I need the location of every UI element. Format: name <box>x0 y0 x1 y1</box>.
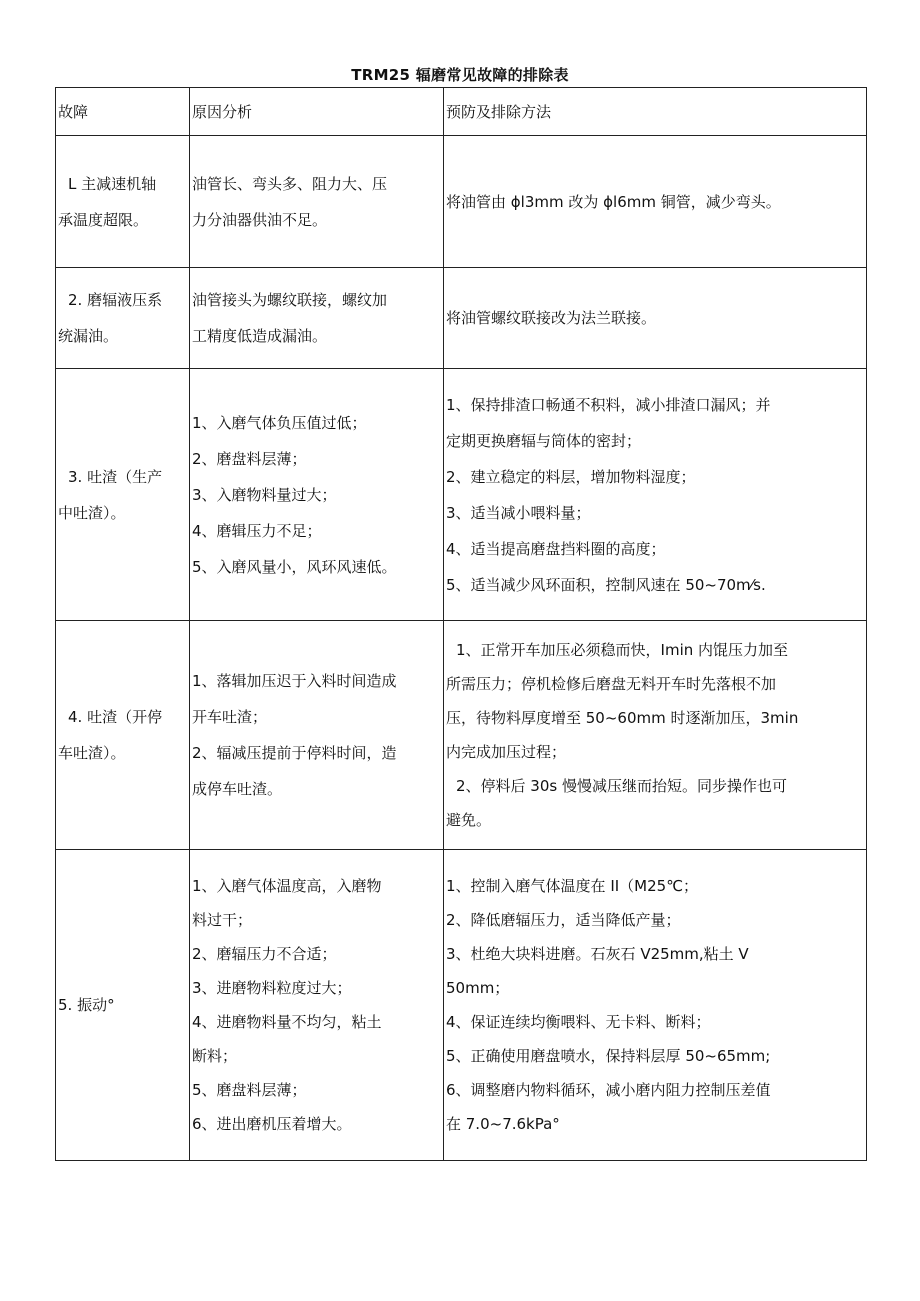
remedy-cell <box>444 850 867 1161</box>
remedy-line: 1、控制入磨气体温度在 II（M25℃； <box>446 877 699 895</box>
fault-line: 5. 振动° <box>58 996 115 1014</box>
remedy-line: 将油管螺纹联接改为法兰联接。 <box>446 309 657 327</box>
fault-line: 统漏油。 <box>58 327 119 345</box>
table-row <box>56 850 867 1161</box>
cause-line: 1、入磨气体负压值过低； <box>192 413 367 432</box>
remedy-line: 3、适当减小喂料量； <box>446 503 591 522</box>
cause-line: 5、磨盘料层薄； <box>192 1081 307 1099</box>
cause-line: 4、进磨物料量不均匀，粘土 <box>192 1013 382 1031</box>
remedy-line: 压，待物料厚度增至 50~60mm 时逐渐加压，3min <box>446 709 799 727</box>
cause-line: 6、进出磨机压着增大。 <box>192 1115 352 1133</box>
document-title: TRM25 辐磨常见故障的排除表 <box>351 66 569 84</box>
remedy-line: 50mm； <box>446 979 510 997</box>
remedy-cell <box>444 369 867 621</box>
cause-cell <box>190 369 444 621</box>
remedy-line: 定期更换磨辐与筒体的密封； <box>446 431 642 450</box>
header-cause: 原因分析 <box>190 88 444 136</box>
cause-cell <box>190 268 444 369</box>
fault-cell <box>56 369 190 621</box>
remedy-line: 2、降低磨辐压力，适当降低产量； <box>446 911 681 929</box>
remedy-line: 4、适当提高磨盘挡料圈的高度； <box>446 539 666 558</box>
cause-line: 成停车吐渣。 <box>192 780 283 798</box>
fault-line: 2. 磨辐液压系 <box>68 291 163 309</box>
fault-line: 中吐渣）。 <box>58 503 126 522</box>
fault-line: 4. 吐渣（开停 <box>68 708 163 726</box>
cause-line: 开车吐渣； <box>192 708 268 726</box>
cause-line: 2、辐减压提前于停料时间，造 <box>192 744 397 762</box>
fault-cell <box>56 850 190 1161</box>
remedy-line: 所需压力；停机检修后磨盘无料开车时先落根不加 <box>446 675 777 693</box>
remedy-line: 1、保持排渣口畅通不积料，减小排渣口漏风；并 <box>446 395 771 414</box>
cause-cell <box>190 136 444 268</box>
header-fault: 故障 <box>56 88 190 136</box>
cause-line: 3、进磨物料粒度过大； <box>192 979 352 997</box>
table-row <box>56 136 867 268</box>
table-row <box>56 621 867 850</box>
cause-line: 2、磨盘料层薄； <box>192 449 307 468</box>
remedy-line: 在 7.0~7.6kPa° <box>446 1115 560 1133</box>
fault-cell <box>56 136 190 268</box>
remedy-line: 3、杜绝大块料进磨。石灰石 V25mm,粘土 V <box>446 945 749 963</box>
remedy-line: 5、适当减少风环面积，控制风速在 50~70m⁄s. <box>446 575 766 594</box>
cause-cell <box>190 850 444 1161</box>
fault-cell <box>56 621 190 850</box>
cause-line: 3、入磨物料量过大； <box>192 485 337 504</box>
table-header-row <box>56 88 867 136</box>
cause-line: 料过干； <box>192 911 253 929</box>
remedy-line: 2、建立稳定的料层，增加物料湿度； <box>446 467 696 486</box>
fault-line: 3. 吐渣（生产 <box>68 467 163 486</box>
remedy-line: 内完成加压过程； <box>446 743 567 761</box>
cause-line: 油管接头为螺纹联接，螺纹加 <box>192 291 388 309</box>
cause-line: 4、磨辑压力不足； <box>192 521 322 540</box>
fault-table <box>55 87 867 1161</box>
table-row <box>56 268 867 369</box>
remedy-cell <box>444 136 867 268</box>
cause-line: 油管长、弯头多、阻力大、压 <box>192 174 388 193</box>
remedy-cell <box>444 268 867 369</box>
header-remedy: 预防及排除方法 <box>444 88 867 136</box>
remedy-line: 4、保证连续均衡喂料、无卡料、断料； <box>446 1013 711 1031</box>
remedy-line: 将油管由 ϕl3mm 改为 ϕl6mm 铜管，减少弯头。 <box>446 192 781 211</box>
fault-line: 承温度超限。 <box>58 210 149 229</box>
cause-line: 1、入磨气体温度高，入磨物 <box>192 877 382 895</box>
cause-line: 2、磨辐压力不合适； <box>192 945 337 963</box>
remedy-cell <box>444 621 867 850</box>
remedy-line: 5、正确使用磨盘喷水，保持料层厚 50~65mm; <box>446 1047 771 1065</box>
cause-line: 断料； <box>192 1047 238 1065</box>
cause-line: 5、入磨风量小，风环风速低。 <box>192 557 397 576</box>
remedy-line: 避免。 <box>446 811 492 829</box>
remedy-line: 6、调整磨内物料循环，减小磨内阻力控制压差值 <box>446 1081 771 1099</box>
cause-line: 工精度低造成漏油。 <box>192 327 328 345</box>
fault-cell <box>56 268 190 369</box>
cause-line: 1、落辑加压迟于入料时间造成 <box>192 672 397 690</box>
remedy-line: 1、正常开车加压必须稳而快，Imin 内馄压力加至 <box>456 641 789 659</box>
fault-line: L 主减速机轴 <box>68 174 157 193</box>
cause-cell <box>190 621 444 850</box>
table-row <box>56 369 867 621</box>
fault-line: 车吐渣）。 <box>58 744 126 762</box>
remedy-line: 2、停料后 30s 慢慢减压继而抬短。同步操作也可 <box>456 777 787 795</box>
cause-line: 力分油器供油不足。 <box>192 210 328 229</box>
